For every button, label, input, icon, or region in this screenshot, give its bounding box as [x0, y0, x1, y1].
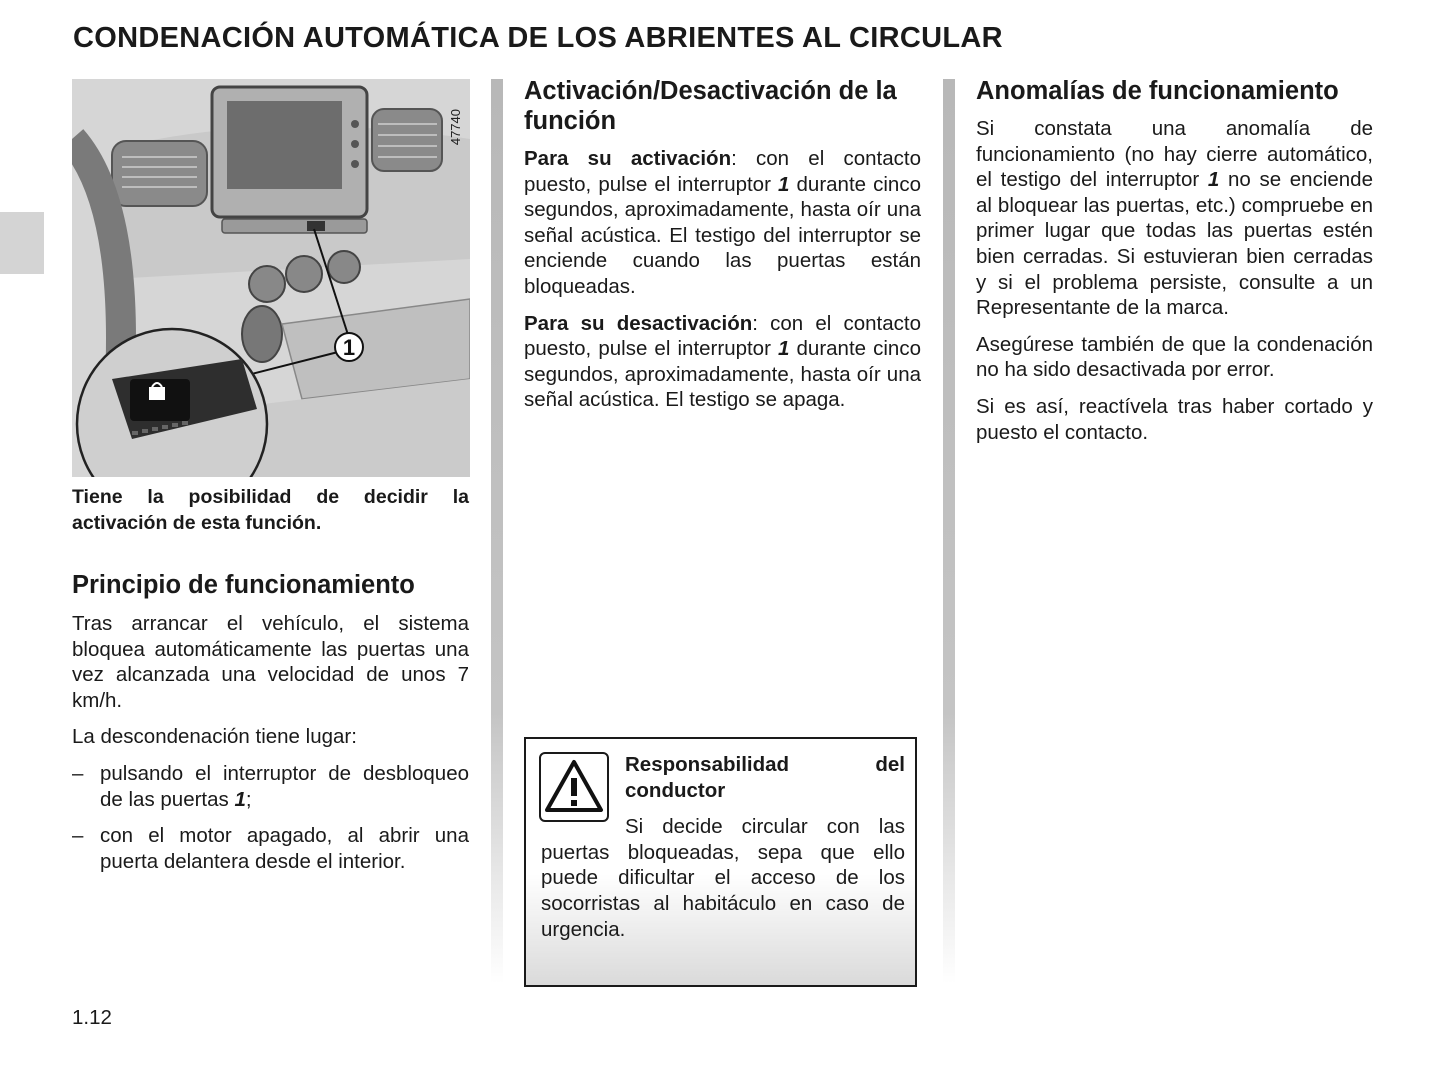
page-title: CONDENACIÓN AUTOMÁTICA DE LOS ABRIENTES AL CIRCULAR	[73, 22, 1003, 54]
chapter-tab	[0, 212, 44, 274]
deactivation-paragraph: Para su desactivación: con el contacto puesto, pulse el interruptor 1 durante cinco segundos, aproximadamente, hasta oír una señal acústica. El testigo se apaga.	[524, 311, 921, 412]
anomalies-heading: Anomalías de funcionamiento	[976, 77, 1339, 105]
principle-paragraph-2: La descondenación tiene lugar:	[72, 725, 357, 749]
list-item-text: con el motor apagado, al abrir una puerta delantera desde el interior.	[100, 824, 469, 873]
principle-section	[72, 570, 469, 874]
activation-paragraph: Para su activación: con el contacto puesto, pulse el interruptor 1 durante cinco segundos, aproximadamente, hasta oír una señal acústica. El testigo del interruptor se enciende cuando las puertas están bloqueadas.	[524, 147, 921, 298]
column-divider	[491, 79, 503, 984]
anomalies-section	[976, 76, 1373, 445]
switch-reference: 1	[234, 787, 246, 811]
dash-marker: –	[72, 824, 84, 848]
activation-heading: Activación/Desactivación de la función	[524, 77, 897, 135]
activation-section	[524, 76, 921, 413]
list-item-text-end: ;	[245, 787, 252, 811]
anomalies-paragraph-3: Si es así, reactívela tras haber cortado y puesto el contacto.	[976, 394, 1373, 444]
list-item	[72, 761, 469, 812]
callout-label: 1	[342, 335, 356, 360]
anomalies-paragraph-1: Si constata una anomalía de funcionamiento (no hay cierre automático, el testigo del interruptor 1 no se enciende al bloquear las puertas, etc.) compruebe en primer lugar que todas las puertas estén bien cerradas. Si estuvieran bien cerradas y si el problema persiste, consulte a un Representante de la marca.	[976, 117, 1373, 320]
switch-reference: 1	[1207, 168, 1220, 192]
page-number: 1.12	[72, 1006, 112, 1029]
switch-reference: 1	[778, 172, 790, 196]
list-item	[72, 823, 469, 874]
warning-box	[524, 737, 917, 987]
anomalies-paragraph-2: Asegúrese también de que la condenación no ha sido desactivada por error.	[976, 332, 1373, 382]
figure-reference-number: 47740	[448, 109, 463, 146]
warning-content	[541, 752, 905, 942]
activation-label: Para su activación	[524, 147, 732, 170]
switch-reference: 1	[778, 337, 790, 361]
warning-text: Si decide circular con las puertas bloqueadas, sepa que ello puede dificultar el acceso de los socorristas al habitáculo en caso de urgencia.	[541, 815, 905, 941]
deactivation-label: Para su desactivación	[524, 311, 753, 335]
dashboard-illustration	[72, 79, 470, 477]
principle-paragraph-1: Tras arrancar el vehículo, el sistema bloquea automáticamente las puertas una vez alcanzada una velocidad de unos 7 km/h.	[72, 612, 469, 712]
list-item-text: pulsando el interruptor de desbloqueo de las puertas	[100, 761, 469, 811]
warning-title: Responsabilidad del conductor	[625, 753, 905, 802]
column-divider	[943, 79, 955, 984]
principle-heading: Principio de funcionamiento	[72, 571, 415, 599]
dash-marker: –	[72, 761, 84, 785]
figure-caption: Tiene la posibilidad de decidir la activación de esta función.	[72, 486, 469, 534]
